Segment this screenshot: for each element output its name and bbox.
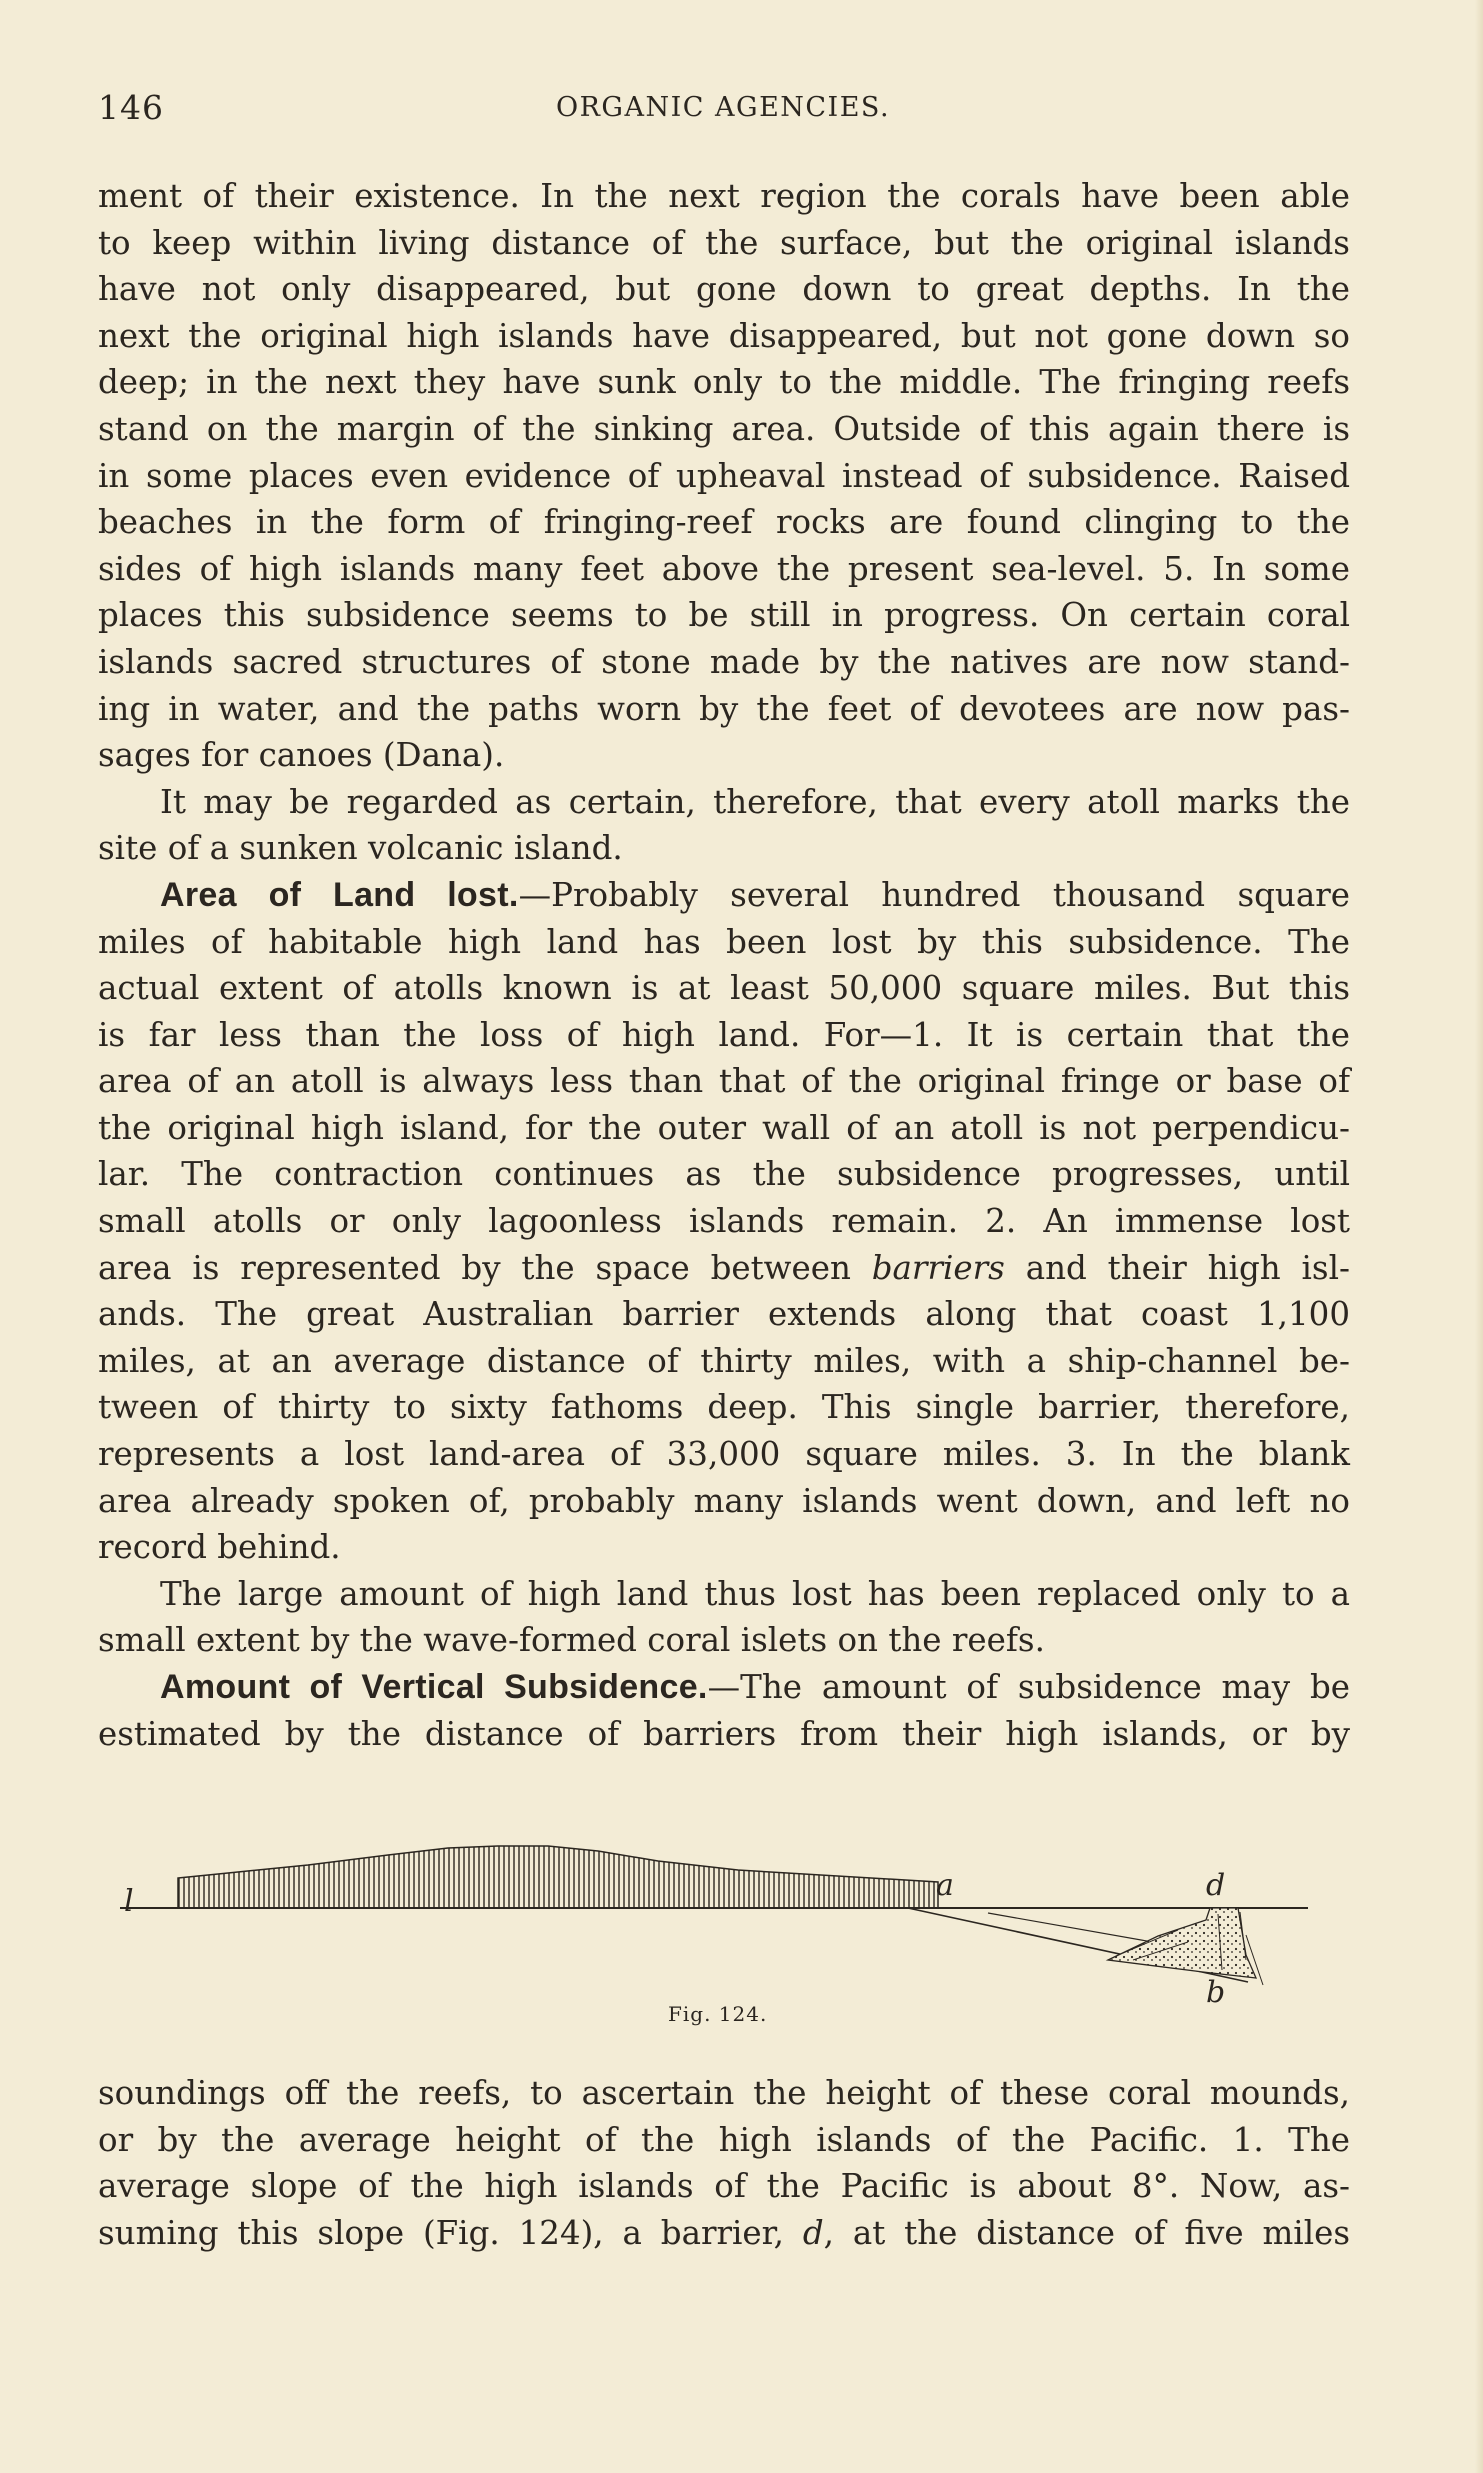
text-line: places this subsidence seems to be still in progress. On certain coral <box>98 596 1350 635</box>
text-line: small extent by the wave-formed coral islets on the reefs. <box>98 1621 1045 1660</box>
text-line: area already spoken of, probably many islands went down, and left no <box>98 1481 1350 1520</box>
text-fragment: suming this slope (Fig. 124), a barrier, <box>98 2213 784 2252</box>
text-line: tween of thirty to sixty fathoms deep. This single barrier, therefore, <box>98 1388 1350 1427</box>
sidehead-area-of-land-lost: Area of Land lost. <box>160 875 519 914</box>
text-line: sides of high islands many feet above the present sea-level. 5. In some <box>98 549 1350 588</box>
text-fragment: , at the distance of five miles <box>823 2213 1351 2252</box>
text-line: average slope of the high islands of the Pacific is about 8°. Now, as- <box>98 2167 1350 2206</box>
text-line: in some places even evidence of upheaval instead of subsidence. Raised <box>98 456 1350 495</box>
text-line-with-italic <box>98 2210 1350 2257</box>
text-line: is far less than the loss of high land. For—1. It is certain that the <box>98 1015 1350 1054</box>
page-number: 146 <box>98 88 164 127</box>
text-line: actual extent of atolls known is at least 50,000 square miles. But this <box>98 969 1350 1008</box>
body-text-upper <box>98 173 1350 1757</box>
page-edge <box>1475 0 1483 2473</box>
text-line: sages for canoes (Dana). <box>98 736 505 775</box>
text-line: to keep within living distance of the surface, but the original islands <box>98 223 1350 262</box>
text-line-with-italic <box>98 1245 1350 1292</box>
text-line: ment of their existence. In the next region the corals have been able <box>98 177 1350 215</box>
text-line: miles of habitable high land has been lost by this subsidence. The <box>98 922 1350 961</box>
text-line: ands. The great Australian barrier extends along that coast 1,100 <box>98 1295 1350 1334</box>
label-l: l <box>124 1884 134 1919</box>
text-line: ing in water, and the paths worn by the feet of devotees are now pas- <box>98 689 1350 728</box>
text-line: islands sacred structures of stone made by the natives are now stand- <box>98 642 1350 681</box>
sidehead-continuation: —The amount of subsidence may be <box>707 1668 1350 1706</box>
text-line: deep; in the next they have sunk only to the middle. The fringing reefs <box>98 363 1350 402</box>
text-line: beaches in the form of fringing-reef rocks are found clinging to the <box>98 503 1350 542</box>
text-line: It may be regarded as certain, therefore, that every atoll marks the <box>160 782 1350 821</box>
sidehead-amount-of-vertical-subsidence: Amount of Vertical Subsidence. <box>160 1668 708 1706</box>
sidehead-continuation: —Probably several hundred thousand square <box>518 875 1351 914</box>
label-b: b <box>1206 1975 1226 2010</box>
text-line: stand on the margin of the sinking area. Outside of this again there is <box>98 409 1350 448</box>
text-line: The large amount of high land thus lost has been replaced only to a <box>160 1574 1350 1613</box>
body-text-lower <box>98 2070 1350 2256</box>
italic-letter-d: d <box>802 2213 824 2252</box>
text-line: have not only disappeared, but gone down to great depths. In the <box>98 270 1350 309</box>
text-line: miles, at an average distance of thirty miles, with a ship-channel be- <box>98 1341 1350 1380</box>
text-line: small atolls or only lagoonless islands remain. 2. An immense lost <box>98 1202 1350 1241</box>
text-fragment: and their high isl- <box>1025 1248 1350 1287</box>
text-line: next the original high islands have disappeared, but not gone down so <box>98 316 1350 355</box>
text-line: site of a sunken volcanic island. <box>98 829 623 868</box>
text-line: the original high island, for the outer wall of an atoll is not perpendicu- <box>98 1108 1350 1147</box>
barrier-reef <box>1108 1908 1256 1978</box>
text-line: lar. The contraction continues as the subsidence progresses, until <box>98 1155 1350 1194</box>
figure-caption: Fig. 124. <box>668 2002 768 2026</box>
text-line: estimated by the distance of barriers from their high islands, or by <box>98 1714 1350 1753</box>
island-silhouette <box>178 1846 938 1908</box>
label-d: d <box>1206 1868 1226 1903</box>
text-line: soundings off the reefs, to ascertain the height of these coral mounds, <box>98 2074 1350 2112</box>
label-a: a <box>936 1868 954 1903</box>
text-line: represents a lost land-area of 33,000 square miles. 3. In the blank <box>98 1435 1350 1474</box>
text-line-sidehead <box>98 872 1350 919</box>
text-line: or by the average height of the high islands of the Pacific. 1. The <box>98 2120 1350 2159</box>
figure-124 <box>98 1810 1350 2050</box>
page-header <box>98 88 1348 128</box>
text-line-sidehead <box>98 1664 1350 1711</box>
running-head: ORGANIC AGENCIES. <box>555 92 891 123</box>
text-line: area of an atoll is always less than that of the original fringe or base of <box>98 1062 1350 1101</box>
text-fragment: area is represented by the space between <box>98 1248 851 1287</box>
italic-term-barriers: barriers <box>871 1248 1005 1287</box>
text-line: record behind. <box>98 1528 341 1567</box>
